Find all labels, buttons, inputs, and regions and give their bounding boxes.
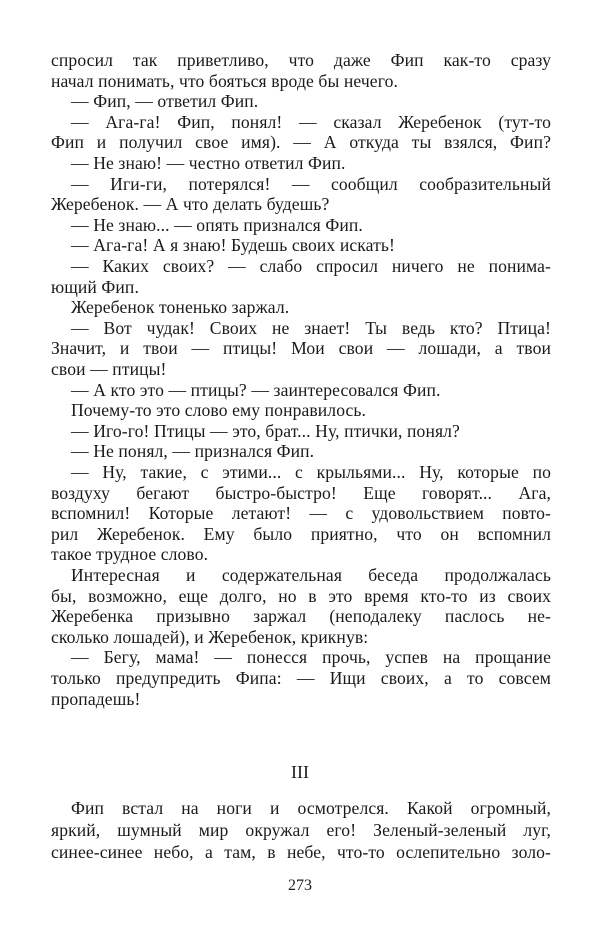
text-line: такое трудное слово. [51, 544, 209, 565]
text-line: — Каких своих? — слабо спросил ничего не понима- [71, 256, 551, 276]
text-line: Значит, и твои — птицы! Мои свои — лошади, а твои [51, 338, 551, 359]
text-line: спросил так приветливо, что даже Фип как-то сразу [51, 50, 551, 70]
text-line: ющий Фип. [51, 276, 139, 297]
text-line: только предупредить Фипа: — Ищи своих, а то совсем [51, 668, 551, 688]
text-line: вспомнил! Которые летают! — с удовольствием повто- [51, 503, 551, 524]
text-line: Жеребенок тоненько заржал. [71, 297, 290, 318]
text-line: воздуху бегают быстро-быстро! Еще говорят... Ага, [51, 482, 551, 503]
text-line: начал понимать, что бояться вроде бы нечего. [51, 70, 398, 91]
text-line: — Иги-ги, потерялся! — сообщил сообразительный [71, 173, 551, 194]
text-line: бы, возможно, еще долго, но в это время кто-то из своих [51, 585, 551, 606]
text-line: — Иго-го! Птицы — это, брат... Ну, птички, понял? [71, 420, 460, 441]
text-line: синее-синее небо, а там, в небе, что-то ослепительно золо- [51, 842, 551, 862]
text-line: — Не знаю... — опять признался Фип. [71, 214, 363, 235]
text-line: — Ага-га! Фип, понял! — сказал Жеребенок (тут-то [71, 111, 551, 132]
text-line: рил Жеребенок. Ему было приятно, что он вспомнил [51, 523, 551, 544]
text-line: Фип и получил свое имя). — А откуда ты взялся, Фип? [51, 132, 551, 153]
text-line: яркий, шумный мир окружал его! Зеленый-зеленый луг, [51, 820, 551, 840]
text-line: Жеребенка призывно заржал (неподалеку паслось не- [51, 606, 551, 627]
text-line: пропадешь! [51, 688, 141, 709]
text-line: Интересная и содержательная беседа продолжалась [71, 565, 551, 585]
text-line: — Вот чудак! Своих не знает! Ты ведь кто? Птица! [71, 317, 551, 338]
text-line: сколько лошадей), и Жеребенок, крикнув: [51, 626, 369, 647]
text-line: Почему-то это слово ему понравилось. [71, 400, 367, 421]
text-line: — Ну, такие, с этими... с крыльями... Ну, которые по [71, 462, 551, 482]
text-line: Фип встал на ноги и осмотрелся. Какой огромный, [71, 798, 551, 818]
text-line: — Ага-га! А я знаю! Будешь своих искать! [71, 235, 395, 256]
text-line: свои — птицы! [51, 359, 167, 379]
text-line: — Бегу, мама! — понесся прочь, успев на прощание [71, 647, 551, 668]
text-line: — Фип, — ответил Фип. [71, 91, 259, 112]
page-number: 273 [288, 877, 312, 894]
text-line: Жеребенок. — А что делать будешь? [51, 194, 330, 215]
chapter-heading: III [291, 762, 309, 782]
text-line: — Не понял, — признался Фип. [71, 441, 315, 462]
text-line: — А кто это — птицы? — заинтересовался Фип. [71, 379, 441, 400]
text-line: — Не знаю! — честно ответил Фип. [71, 153, 346, 173]
